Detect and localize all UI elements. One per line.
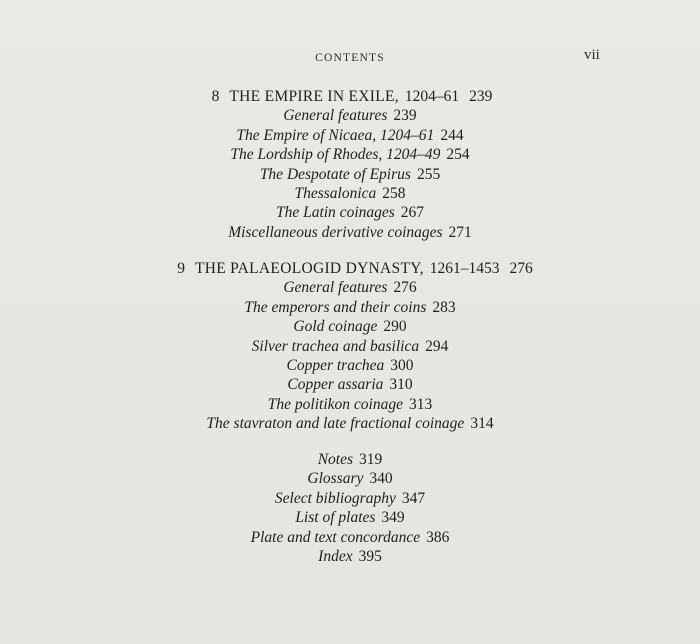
entry-title: General features: [283, 107, 388, 125]
toc-entry: [0, 145, 700, 164]
entry-title: Plate and text concordance: [250, 528, 421, 546]
entry-title: The Despotate of Epirus: [259, 165, 411, 183]
entry-title: Thessalonica: [294, 185, 377, 203]
entry-page: 340: [369, 470, 393, 488]
entry-page: 294: [425, 337, 449, 355]
toc-entry: [0, 547, 700, 566]
entry-page: 258: [382, 185, 406, 203]
toc-entry: [0, 508, 700, 527]
chapter-dates: 1204–61: [404, 88, 460, 105]
entry-page: 283: [432, 298, 456, 316]
toc-entry: [0, 203, 700, 222]
entry-page: 267: [400, 204, 425, 222]
toc-entry: [0, 375, 700, 394]
entry-title: List of plates: [295, 509, 376, 527]
page-number: vii: [584, 47, 600, 63]
toc-entry: [0, 223, 700, 242]
entry-title: Copper trachea: [286, 357, 385, 375]
toc-entry: [0, 469, 700, 488]
entry-page: 395: [358, 548, 382, 566]
chapter-number: 9: [177, 260, 185, 277]
entry-page: 239: [393, 107, 417, 125]
entry-title: Select bibliography: [274, 489, 396, 507]
entry-page: 300: [390, 357, 414, 375]
toc-entry: [0, 317, 700, 336]
entry-title: Silver trachea and basilica: [251, 337, 420, 355]
entry-title: Miscellaneous derivative coinages: [228, 223, 443, 241]
entry-page: 310: [389, 376, 413, 394]
entry-page: 347: [401, 489, 426, 507]
entry-page: 349: [381, 509, 405, 527]
entry-page: 244: [440, 126, 464, 144]
chapter-heading: [0, 259, 700, 278]
toc-entry: [0, 184, 700, 203]
entry-page: 271: [448, 223, 472, 241]
entry-title: The stavraton and late fractional coinage: [206, 415, 465, 433]
entry-page: 254: [446, 146, 470, 164]
chapter-8-section: [0, 87, 700, 242]
toc-entry: [0, 278, 700, 297]
toc-entry: [0, 489, 700, 508]
entry-page: 290: [383, 318, 407, 336]
toc-entry: [0, 356, 700, 375]
chapter-title: THE EMPIRE IN EXILE,: [229, 88, 399, 105]
entry-page: 386: [426, 528, 450, 546]
chapter-title: THE PALAEOLOGID DYNASTY,: [194, 260, 424, 277]
chapter-page: 276: [509, 260, 533, 277]
toc-entry: [0, 337, 700, 356]
chapter-heading: [0, 87, 700, 106]
entry-title: The Empire of Nicaea, 1204–61: [236, 126, 435, 144]
entry-title: The Latin coinages: [275, 204, 395, 222]
chapter-number: 8: [211, 88, 220, 105]
chapter-9-section: [0, 259, 700, 434]
entry-title: Gold coinage: [293, 318, 378, 336]
entry-title: The Lordship of Rhodes, 1204–49: [230, 146, 441, 164]
entry-title: The emperors and their coins: [244, 298, 427, 316]
toc-entry: [0, 450, 700, 469]
chapter-dates: 1261–1453: [429, 260, 500, 277]
entry-page: 313: [408, 395, 433, 413]
entry-page: 319: [359, 451, 383, 468]
chapter-page: 239: [469, 88, 493, 105]
entry-title: General features: [283, 279, 388, 297]
entry-page: 314: [470, 415, 494, 433]
entry-title: Copper assaria: [287, 376, 384, 394]
entry-title: The politikon coinage: [267, 395, 403, 413]
toc-entry: [0, 298, 700, 317]
back-matter-section: [0, 450, 700, 566]
toc-entry: [0, 414, 700, 433]
toc-entry: [0, 106, 700, 125]
toc-entry: [0, 528, 700, 547]
running-head: CONTENTS: [315, 52, 385, 64]
entry-page: 255: [416, 165, 441, 183]
entry-title: Index: [318, 548, 353, 566]
entry-page: 276: [393, 279, 417, 297]
entry-title: Notes: [317, 451, 354, 468]
toc-entry: [0, 395, 700, 414]
toc-entry: [0, 126, 700, 145]
toc-entry: [0, 165, 700, 184]
entry-title: Glossary: [307, 470, 364, 488]
